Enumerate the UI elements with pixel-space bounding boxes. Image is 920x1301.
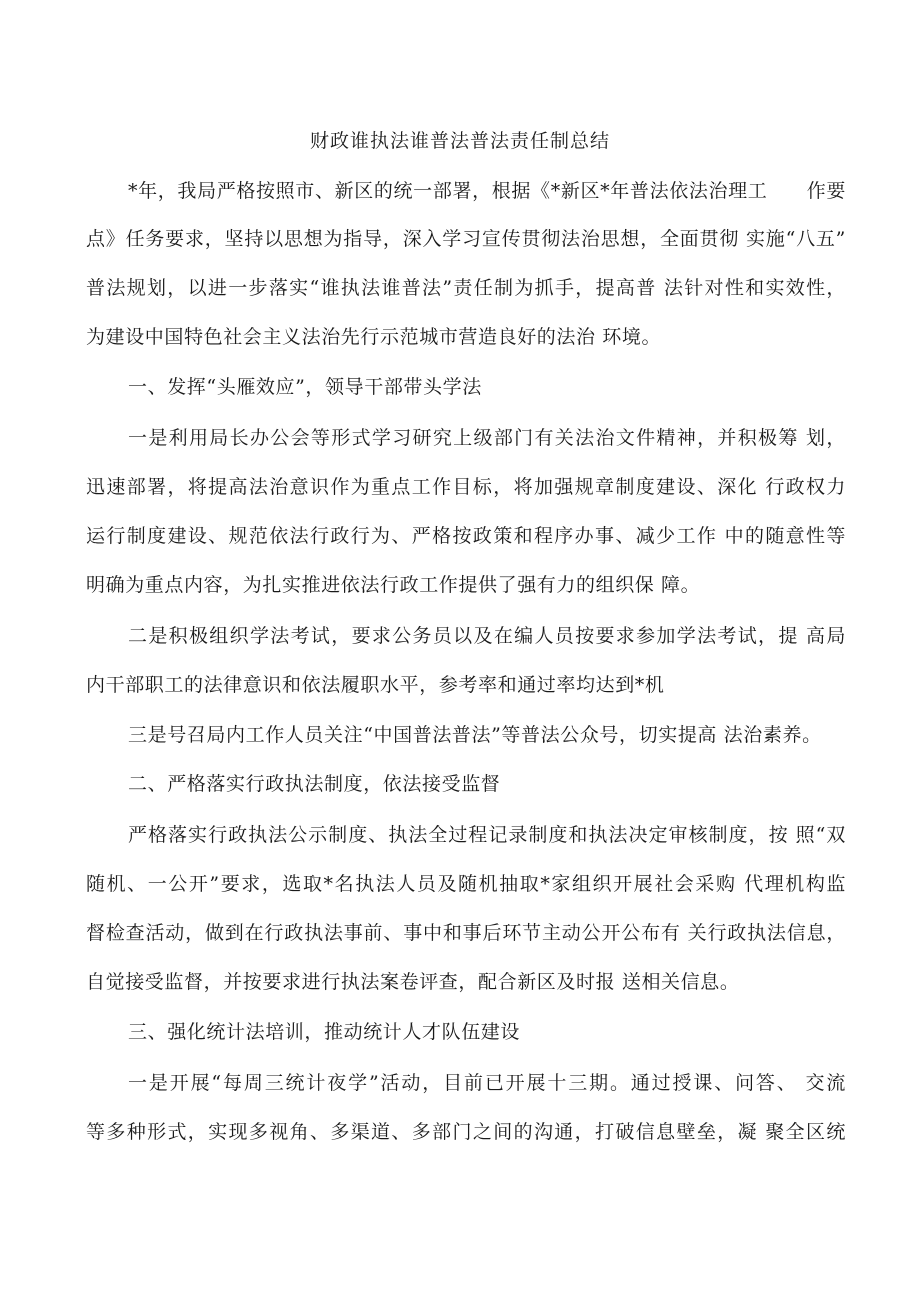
paragraph-line: 二是积极组织学法考试，要求公务员以及在编人员按要求参加学法考试，提 高局: [128, 625, 846, 647]
paragraph-line: 为建设中国特色社会主义法治先行示范城市营造良好的法治 环境。: [86, 326, 662, 348]
paragraph-line: 严格落实行政执法公示制度、执法全过程记录制度和执法决定审核制度，按 照“双: [128, 824, 846, 846]
paragraph-line: 督检查活动，做到在行政执法事前、事中和事后环节主动公开公布有 关行政执法信息，: [86, 922, 846, 944]
paragraph-line: 内干部职工的法律意识和依法履职水平，参考率和通过率均达到*机: [86, 674, 665, 696]
section-heading: 三、强化统计法培训，推动统计人才队伍建设: [128, 1021, 521, 1043]
paragraph-line: 明确为重点内容，为扎实推进依法行政工作提供了强有力的组织保 障。: [86, 574, 701, 596]
paragraph-line: 随机、一公开”要求，选取*名执法人员及随机抽取*家组织开展社会采购 代理机构监: [86, 873, 846, 895]
paragraph-line: 等多种形式，实现多视角、多渠道、多部门之间的沟通，打破信息壁垒，凝 聚全区统: [86, 1121, 846, 1143]
paragraph-line: *年，我局严格按照市、新区的统一部署，根据《*新区*年普法依法治理工 作要: [128, 180, 846, 202]
paragraph-line: 运行制度建设、规范依法行政行为、严格按政策和程序办事、减少工作 中的随意性等: [86, 525, 846, 547]
section-heading: 二、严格落实行政执法制度，依法接受监督: [128, 773, 501, 795]
paragraph-line: 自觉接受监督，并按要求进行执法案卷评查，配合新区及时报 送相关信息。: [86, 971, 740, 993]
section-heading: 一、发挥“头雁效应”，领导干部带头学法: [128, 376, 482, 398]
paragraph-line: 普法规划，以进一步落实“谁执法谁普法”责任制为抓手，提高普 法针对性和实效性，: [86, 277, 846, 299]
paragraph-line: 迅速部署，将提高法治意识作为重点工作目标，将加强规章制度建设、深化 行政权力: [86, 476, 846, 498]
paragraph-line: 一是利用局长办公会等形式学习研究上级部门有关法治文件精神，并积极筹 划，: [128, 427, 846, 449]
paragraph-line: 一是开展“每周三统计夜学”活动，目前已开展十三期。通过授课、问答、 交流: [128, 1072, 846, 1094]
document-title: 财政谁执法谁普法普法责任制总结: [309, 130, 610, 152]
paragraph-line: 三是号召局内工作人员关注“中国普法普法”等普法公众号，切实提高 法治素养。: [128, 724, 822, 746]
paragraph-line: 点》任务要求，坚持以思想为指导，深入学习宣传贯彻法治思想，全面贯彻 实施“八五”: [86, 228, 846, 250]
